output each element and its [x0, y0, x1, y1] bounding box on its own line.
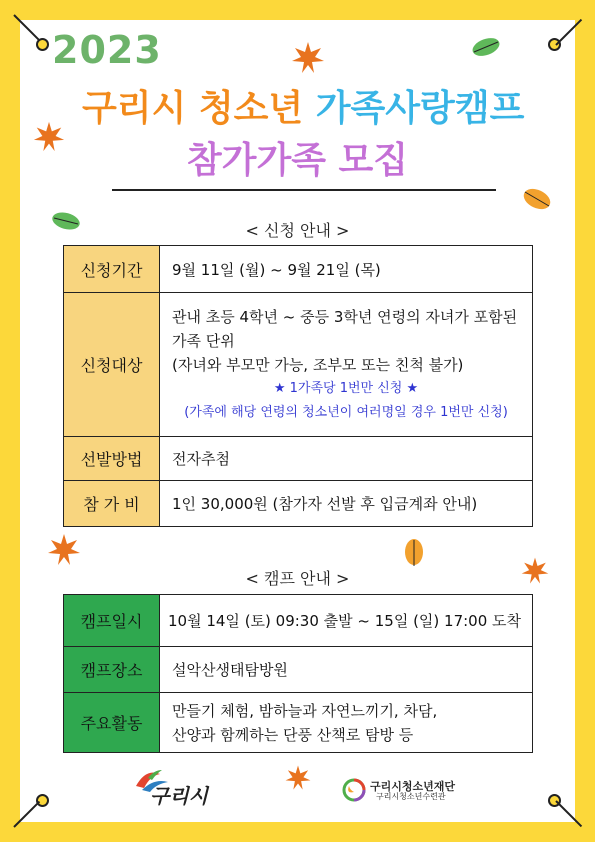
title-part-1: 구리시 청소년 — [82, 88, 316, 129]
divider — [112, 189, 496, 191]
activity-line: 만들기 체험, 밤하늘과 자연느끼기, 차담, — [172, 701, 438, 720]
leaf-icon — [400, 536, 428, 568]
guri-city-logo — [130, 766, 220, 808]
city-logo-text: 구리시 — [150, 784, 208, 808]
application-heading: < 신청 안내 > — [245, 221, 350, 240]
row-value — [160, 293, 533, 437]
sub-title: 참가가족 모집 — [186, 140, 409, 181]
target-line: 가족 단위 — [172, 331, 235, 350]
row-value: 9월 11일 (월) ~ 9월 21일 (목) — [160, 246, 533, 293]
maple-leaf-icon — [284, 764, 312, 792]
main-title — [82, 80, 524, 131]
row-label: 선발방법 — [64, 437, 160, 481]
row-value: 1인 30,000원 (참가자 선발 후 입금계좌 안내) — [160, 481, 533, 527]
foundation-name: 구리시청소년재단 — [370, 780, 456, 793]
leaf-icon — [520, 186, 554, 212]
row-value — [160, 693, 533, 753]
table-row — [64, 481, 533, 527]
table-row — [64, 246, 533, 293]
row-value: 전자추첨 — [160, 437, 533, 481]
table-row — [64, 693, 533, 753]
maple-leaf-icon — [46, 532, 82, 568]
activity-line: 산양과 함께하는 단풍 산책로 탐방 등 — [172, 725, 414, 744]
row-label: 캠프장소 — [64, 647, 160, 693]
application-table — [63, 245, 533, 527]
foundation-emblem-icon — [342, 778, 366, 802]
leaf-icon — [470, 36, 502, 58]
row-value: 10월 14일 (토) 09:30 출발 ~ 15일 (일) 17:00 도착 — [160, 595, 533, 647]
row-label: 신청기간 — [64, 246, 160, 293]
year-title: 2023 — [52, 28, 162, 72]
table-row — [64, 437, 533, 481]
table-row — [64, 293, 533, 437]
notice-text: ★ 1가족당 1번만 신청 ★ — [273, 380, 419, 396]
table-row — [64, 595, 533, 647]
camp-table — [63, 594, 533, 753]
title-part-2: 가족사랑캠프 — [315, 88, 525, 129]
center-name: 구리시청소년수련관 — [376, 792, 446, 801]
notice-text: (가족에 해당 연령의 청소년이 여러명일 경우 1번만 신청) — [184, 404, 508, 420]
row-label: 참 가 비 — [64, 481, 160, 527]
target-line: (자녀와 부모만 가능, 조부모 또는 친척 불가) — [172, 355, 464, 374]
target-line: 관내 초등 4학년 ~ 중등 3학년 연령의 자녀가 포함된 — [172, 307, 518, 326]
row-label: 신청대상 — [64, 293, 160, 437]
row-value: 설악산생태탐방원 — [160, 647, 533, 693]
maple-leaf-icon — [290, 40, 326, 76]
table-row — [64, 647, 533, 693]
row-label: 캠프일시 — [64, 595, 160, 647]
row-label: 주요활동 — [64, 693, 160, 753]
camp-heading: < 캠프 안내 > — [245, 569, 350, 588]
